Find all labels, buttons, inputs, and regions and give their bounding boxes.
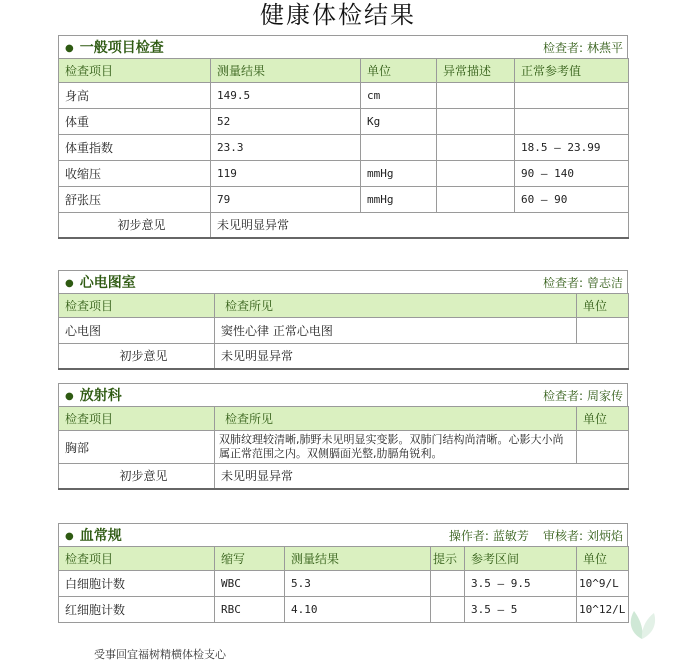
blood-table xyxy=(58,546,629,623)
ecg-section xyxy=(58,270,628,370)
general-header xyxy=(58,35,628,58)
result-cell: 5.3 xyxy=(285,571,431,597)
table-header-row xyxy=(59,547,629,571)
abnormal-cell xyxy=(437,135,515,161)
operator-label: 操作者: xyxy=(448,528,489,543)
examiner-name: 林燕平 xyxy=(586,40,623,55)
unit-cell: cm xyxy=(361,83,437,109)
bullet-icon: ● xyxy=(65,390,74,402)
result-cell: 52 xyxy=(211,109,361,135)
col-header: 检查所见 xyxy=(215,294,577,318)
ref-cell xyxy=(515,109,629,135)
col-header: 测量结果 xyxy=(211,59,361,83)
ecg-title: 心电图室 xyxy=(79,275,136,291)
examiner-label: 检查者: xyxy=(542,388,583,403)
table-row xyxy=(59,571,629,597)
ref-cell: 18.5 — 23.99 xyxy=(515,135,629,161)
unit-cell: 10^9/L xyxy=(577,571,629,597)
ref-cell: 90 — 140 xyxy=(515,161,629,187)
item-cell: 红细胞计数 xyxy=(59,597,215,623)
reviewer-name: 刘炳焰 xyxy=(586,528,623,543)
col-header: 缩写 xyxy=(215,547,285,571)
col-header: 单位 xyxy=(577,547,629,571)
blood-title-wrap xyxy=(65,525,122,545)
hint-cell xyxy=(431,597,465,623)
table-header-row xyxy=(59,407,629,431)
result-cell: 149.5 xyxy=(211,83,361,109)
col-header: 检查项目 xyxy=(59,294,215,318)
hint-cell xyxy=(431,571,465,597)
col-header: 单位 xyxy=(577,294,629,318)
general-examiner xyxy=(543,39,623,56)
general-title: 一般项目检查 xyxy=(79,40,164,56)
radiology-header xyxy=(58,383,628,406)
item-cell: 白细胞计数 xyxy=(59,571,215,597)
examiner-label: 检查者: xyxy=(542,275,583,290)
footnote: 受事回宜福树精横体检支心 xyxy=(94,648,226,661)
table-row xyxy=(59,135,629,161)
item-cell: 心电图 xyxy=(59,318,215,344)
ref-cell: 60 — 90 xyxy=(515,187,629,213)
col-header: 参考区间 xyxy=(465,547,577,571)
abbr-cell: WBC xyxy=(215,571,285,597)
blood-section xyxy=(58,523,628,623)
general-section xyxy=(58,35,628,239)
col-header: 检查项目 xyxy=(59,547,215,571)
bullet-icon: ● xyxy=(65,42,74,54)
examiner-name: 曾志洁 xyxy=(586,275,623,290)
finding-cell: 双肺纹理较清晰,肺野未见明显实变影。双肺门结构尚清晰。心影大小尚属正常范围之内。双侧膈面光整,肋膈角锐利。 xyxy=(215,431,577,464)
result-cell: 4.10 xyxy=(285,597,431,623)
page-title: 健康体检结果 xyxy=(260,1,416,29)
table-row xyxy=(59,431,629,464)
ref-cell: 3.5 — 5 xyxy=(465,597,577,623)
blood-title: 血常规 xyxy=(79,528,122,544)
radiology-section xyxy=(58,383,628,490)
examiner-name: 周家传 xyxy=(586,388,623,403)
col-header: 正常参考值 xyxy=(515,59,629,83)
table-row xyxy=(59,318,629,344)
summary-label: 初步意见 xyxy=(59,213,211,238)
summary-row xyxy=(59,464,629,489)
operator-name: 蓝敏芳 xyxy=(492,528,529,543)
unit-cell: mmHg xyxy=(361,187,437,213)
radiology-table xyxy=(58,406,629,490)
col-header: 单位 xyxy=(361,59,437,83)
unit-cell xyxy=(577,318,629,344)
abbr-cell: RBC xyxy=(215,597,285,623)
ref-cell xyxy=(515,83,629,109)
item-cell: 收缩压 xyxy=(59,161,211,187)
item-cell: 胸部 xyxy=(59,431,215,464)
summary-value: 未见明显异常 xyxy=(211,213,629,238)
radiology-examiner xyxy=(543,387,623,404)
unit-cell: mmHg xyxy=(361,161,437,187)
table-row xyxy=(59,109,629,135)
summary-row xyxy=(59,344,629,369)
leaf-logo-icon xyxy=(624,605,660,641)
summary-row xyxy=(59,213,629,238)
abnormal-cell xyxy=(437,161,515,187)
abnormal-cell xyxy=(437,83,515,109)
item-cell: 舒张压 xyxy=(59,187,211,213)
general-table xyxy=(58,58,629,239)
col-header: 测量结果 xyxy=(285,547,431,571)
result-cell: 119 xyxy=(211,161,361,187)
col-header: 检查所见 xyxy=(215,407,577,431)
abnormal-cell xyxy=(437,109,515,135)
unit-cell xyxy=(577,431,629,464)
col-header: 检查项目 xyxy=(59,407,215,431)
summary-value: 未见明显异常 xyxy=(215,344,629,369)
examiner-label: 检查者: xyxy=(542,40,583,55)
ecg-header xyxy=(58,270,628,293)
ref-cell: 3.5 — 9.5 xyxy=(465,571,577,597)
finding-cell: 窦性心律 正常心电图 xyxy=(215,318,577,344)
table-row xyxy=(59,83,629,109)
item-cell: 身高 xyxy=(59,83,211,109)
result-cell: 79 xyxy=(211,187,361,213)
abnormal-cell xyxy=(437,187,515,213)
reviewer-label: 审核者: xyxy=(542,528,583,543)
blood-staff xyxy=(449,527,623,544)
ecg-examiner xyxy=(543,274,623,291)
table-row xyxy=(59,161,629,187)
summary-label: 初步意见 xyxy=(59,464,215,489)
result-cell: 23.3 xyxy=(211,135,361,161)
general-title-wrap xyxy=(65,37,164,57)
radiology-title: 放射科 xyxy=(79,388,122,404)
blood-header xyxy=(58,523,628,546)
item-cell: 体重指数 xyxy=(59,135,211,161)
bullet-icon: ● xyxy=(65,530,74,542)
unit-cell: Kg xyxy=(361,109,437,135)
table-header-row xyxy=(59,59,629,83)
unit-cell: 10^12/L xyxy=(577,597,629,623)
col-header: 异常描述 xyxy=(437,59,515,83)
summary-label: 初步意见 xyxy=(59,344,215,369)
item-cell: 体重 xyxy=(59,109,211,135)
col-header: 单位 xyxy=(577,407,629,431)
bullet-icon: ● xyxy=(65,277,74,289)
table-header-row xyxy=(59,294,629,318)
radiology-title-wrap xyxy=(65,385,122,405)
table-row xyxy=(59,187,629,213)
col-header: 提示 xyxy=(431,547,465,571)
summary-value: 未见明显异常 xyxy=(215,464,629,489)
unit-cell xyxy=(361,135,437,161)
ecg-table xyxy=(58,293,629,370)
ecg-title-wrap xyxy=(65,272,136,292)
table-row xyxy=(59,597,629,623)
col-header: 检查项目 xyxy=(59,59,211,83)
